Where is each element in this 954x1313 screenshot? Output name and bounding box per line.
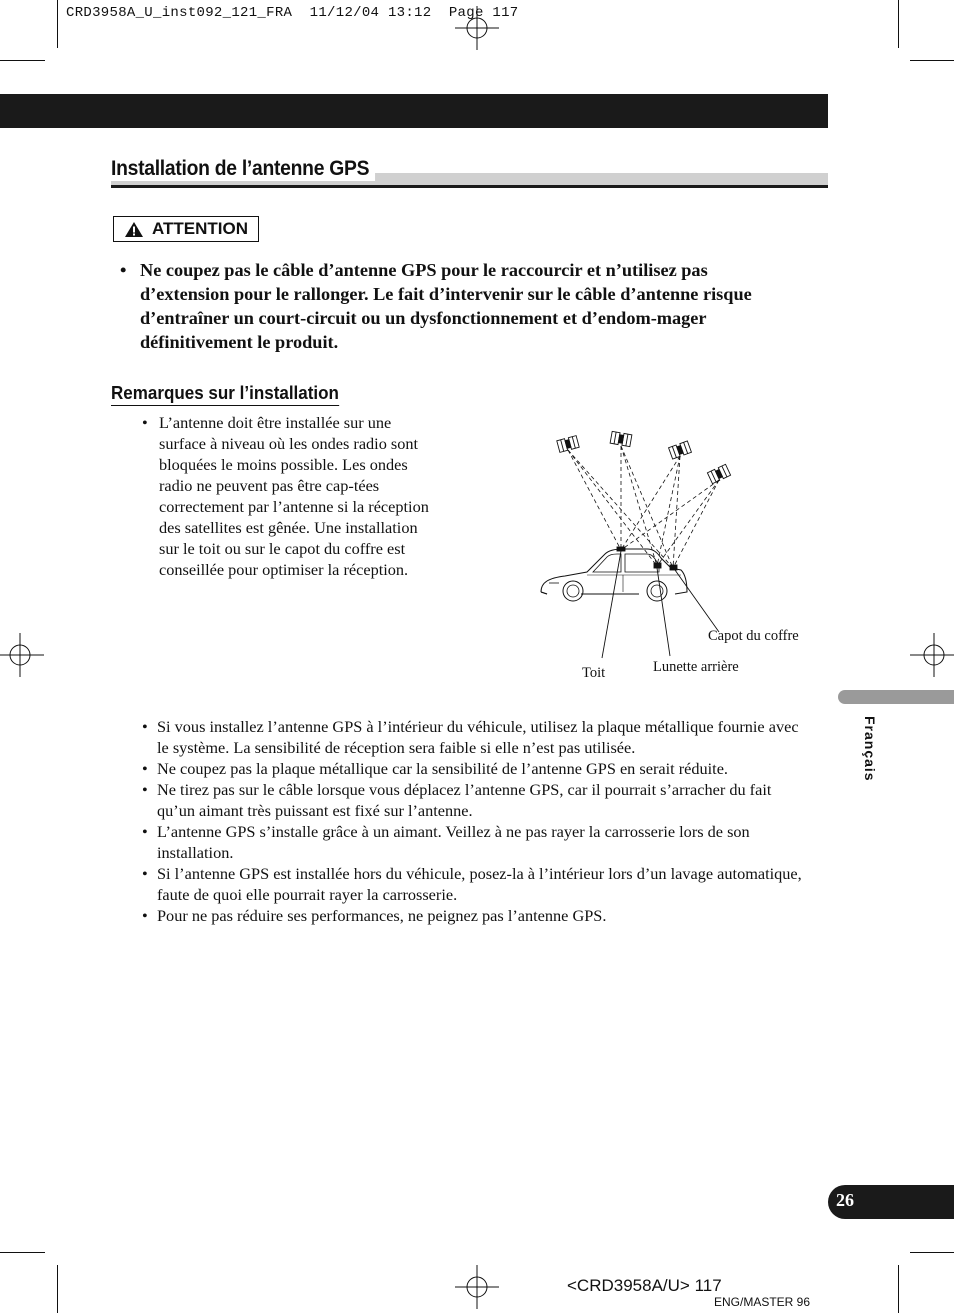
print-slug: CRD3958A_U_inst092_121_FRA 11/12/04 13:12 Page 117 bbox=[66, 5, 519, 21]
language-label: Français bbox=[862, 716, 878, 782]
list-item: • Ne coupez pas la plaque métallique car la sensibilité de l’antenne GPS en serait réduite. bbox=[142, 759, 728, 778]
crop-mark bbox=[910, 1252, 954, 1253]
warning-triangle-icon bbox=[124, 221, 144, 238]
label-rear-window: Lunette arrière bbox=[653, 659, 739, 675]
crop-mark bbox=[57, 0, 58, 48]
label-trunk: Capot du coffre bbox=[708, 628, 799, 644]
registration-mark-right bbox=[910, 633, 954, 677]
language-tab bbox=[838, 690, 954, 704]
crop-mark bbox=[0, 1252, 45, 1253]
page-number: 26 bbox=[836, 1190, 854, 1210]
bullet-marker: • bbox=[120, 260, 127, 280]
list-item: • Si l’antenne GPS est installée hors du véhicule, posez-la à l’intérieur lors d’un lavage automatique, faute de quoi elle pourrait rayer la carrosserie. bbox=[142, 864, 802, 904]
warning-text: Ne coupez pas le câble d’antenne GPS pour le raccourcir et n’utilisez pas d’extension pour le rallonger. Le fait d’intervenir sur le câble d’antenne risque d’entraîner un court-circuit ou un dysfonctionnement et d’endom-mager définitivement le produit. bbox=[140, 260, 752, 352]
section-heading bbox=[111, 157, 828, 190]
crop-mark bbox=[910, 60, 954, 61]
heading-rule bbox=[111, 185, 828, 188]
list-item: • Pour ne pas réduire ses performances, ne peignez pas l’antenne GPS. bbox=[142, 906, 607, 925]
first-note bbox=[142, 412, 432, 580]
crop-mark bbox=[0, 60, 45, 61]
list-item: • L’antenne GPS s’installe grâce à un aimant. Veillez à ne pas rayer la carrosserie lors de son installation. bbox=[142, 822, 750, 862]
subsection-title: Remarques sur l’installation bbox=[111, 382, 339, 406]
section-title: Installation de l’antenne GPS bbox=[111, 157, 375, 181]
crop-mark bbox=[898, 0, 899, 48]
bullet-marker: • bbox=[142, 413, 148, 432]
car-illustration bbox=[535, 420, 825, 690]
satellite-icon bbox=[557, 436, 579, 453]
label-roof: Toit bbox=[582, 665, 606, 681]
footer-code: <CRD3958A/U> 117 bbox=[567, 1276, 722, 1295]
first-note-text: L’antenne doit être installée sur une surface à niveau où les ondes radio sont bloquées le moins possible. Les ondes radio ne peuvent pas être cap-tées correctement par l’antenne si la réception des satellites est gênée. Une installation sur le toit ou sur le capot du coffre est conseillée pour optimiser la réception. bbox=[159, 413, 429, 579]
registration-mark-left bbox=[0, 633, 44, 677]
registration-mark-bottom bbox=[455, 1265, 499, 1309]
attention-box bbox=[113, 216, 259, 242]
list-item: • Si vous installez l’antenne GPS à l’intérieur du véhicule, utilisez la plaque métallique fournie avec le système. La sensibilité de réception sera faible si elle n’est pas utilisée. bbox=[142, 717, 799, 757]
gps-antenna-figure bbox=[535, 420, 825, 690]
satellite-icon bbox=[610, 431, 632, 446]
footer-master: ENG/MASTER 96 bbox=[714, 1295, 811, 1309]
page-number-tab bbox=[828, 1185, 954, 1219]
attention-label: ATTENTION bbox=[151, 219, 248, 238]
crop-mark bbox=[57, 1265, 58, 1313]
warning-bullet bbox=[120, 258, 780, 354]
header-bar bbox=[0, 94, 828, 128]
notes-list bbox=[142, 716, 802, 926]
crop-mark bbox=[898, 1265, 899, 1313]
list-item: • Ne tirez pas sur le câble lorsque vous déplacez l’antenne GPS, car il pourrait s’arracher du fait qu’un aimant très puissant est fixé sur l’antenne. bbox=[142, 780, 772, 820]
